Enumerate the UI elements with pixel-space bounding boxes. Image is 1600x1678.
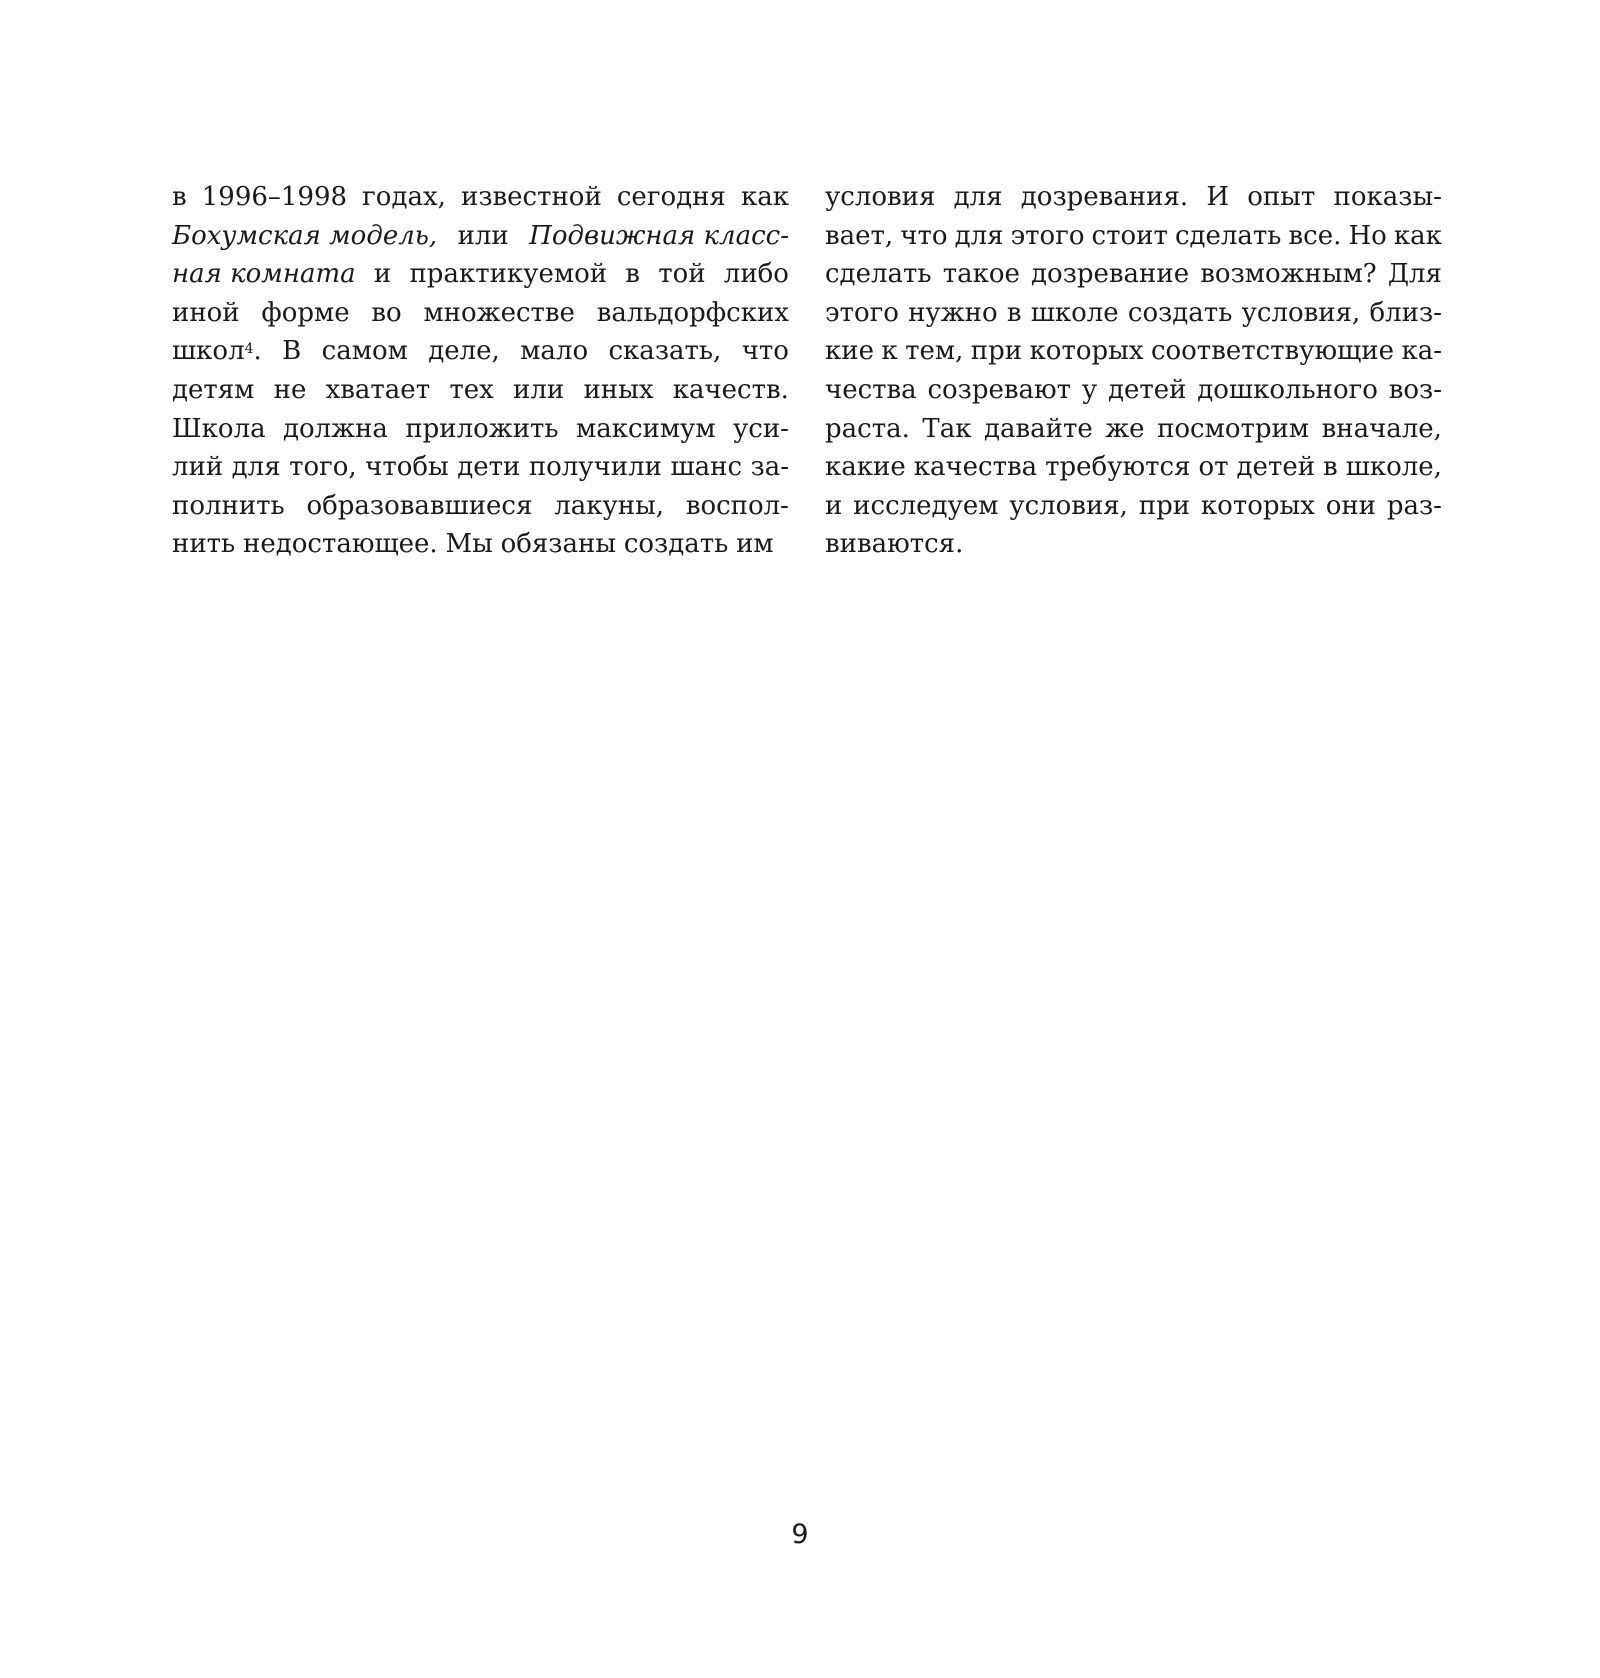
word: исследуем — [853, 490, 999, 521]
word: сделать — [1174, 220, 1282, 251]
text-line — [825, 294, 1442, 333]
word: Но — [1348, 220, 1387, 251]
word: посмотрим — [1157, 413, 1310, 444]
text-line — [825, 217, 1442, 256]
word: той — [658, 259, 706, 290]
word: иной — [172, 297, 240, 328]
word: давайте — [983, 413, 1093, 444]
word: все. — [1288, 220, 1342, 251]
word: известной — [460, 182, 602, 212]
word: условия — [825, 182, 936, 212]
word: опыт — [1247, 182, 1316, 212]
word: для — [953, 182, 1003, 212]
word: раста. — [825, 413, 910, 444]
word: детей — [1107, 374, 1187, 405]
word: тем, — [905, 336, 964, 367]
word: для — [231, 452, 281, 483]
word: в — [1323, 452, 1338, 483]
word: как — [740, 182, 789, 212]
word: Школа — [172, 413, 266, 444]
word: возможным? — [1200, 259, 1377, 290]
word: вначале, — [1321, 413, 1442, 444]
text-line — [825, 255, 1442, 294]
word: они — [1325, 490, 1377, 521]
word: И — [1206, 182, 1230, 212]
word: и — [825, 490, 843, 521]
word: вальдорфских — [596, 297, 789, 328]
text-line — [172, 332, 789, 371]
word: раз- — [1386, 490, 1442, 521]
word: лий — [172, 452, 224, 483]
text-line — [172, 371, 789, 410]
word: сказать, — [608, 336, 722, 367]
word: к — [881, 336, 898, 367]
word: уси- — [732, 413, 789, 444]
word: которых — [1200, 490, 1315, 521]
word: 1996–1998 — [201, 182, 348, 212]
text-column-right — [825, 178, 1442, 564]
word: школ$^4$. — [172, 336, 262, 367]
word: нужно — [908, 297, 998, 328]
text-line — [825, 371, 1442, 410]
word: детям — [172, 374, 255, 405]
word: или — [457, 220, 509, 251]
word: образовавшиеся — [306, 490, 533, 521]
word: что — [741, 336, 789, 367]
word: недостающее. — [243, 529, 438, 560]
word: Мы — [445, 529, 493, 560]
word: вает, — [825, 220, 894, 251]
word: сегодня — [616, 182, 726, 212]
text-line — [172, 410, 789, 449]
word: воспол- — [685, 490, 789, 521]
word: показы- — [1333, 182, 1442, 212]
word: во — [371, 297, 402, 328]
word: лакуны, — [554, 490, 665, 521]
word: какие — [825, 452, 906, 483]
word: создать — [1127, 297, 1233, 328]
word: создать — [623, 529, 729, 560]
word: же — [1105, 413, 1145, 444]
word: условия, — [1009, 490, 1128, 521]
word: у — [1081, 374, 1098, 405]
word: тех — [449, 374, 494, 405]
word: годах, — [362, 182, 446, 212]
text-line — [825, 332, 1442, 371]
word: полнить — [172, 490, 285, 521]
word: нить — [172, 529, 236, 560]
word: должна — [282, 413, 388, 444]
text-line — [172, 217, 789, 256]
word: условия, — [1241, 297, 1361, 328]
word: при — [970, 336, 1023, 367]
italic-term: Подвижная класс- — [529, 220, 789, 251]
text-line — [825, 410, 1442, 449]
word: при — [1138, 490, 1191, 521]
word: школе — [1030, 297, 1119, 328]
word: либо — [723, 259, 789, 290]
footnote-marker[interactable]: 4 — [244, 341, 254, 358]
word: и — [373, 259, 392, 290]
italic-term: ная комната — [172, 259, 356, 290]
word: не — [273, 374, 307, 405]
text-line — [825, 178, 1442, 217]
word: стоит — [1091, 220, 1168, 251]
word: детей — [1236, 452, 1316, 483]
word: такое — [942, 259, 1020, 290]
text-line — [172, 525, 789, 564]
text-line — [825, 487, 1442, 526]
word: виваются. — [825, 529, 964, 560]
word: шанс — [670, 452, 743, 483]
word: этого — [1010, 220, 1085, 251]
word: созревают — [927, 374, 1072, 405]
word: Так — [922, 413, 972, 444]
word: для — [954, 220, 1004, 251]
word: дети — [457, 452, 521, 483]
word: хватает — [325, 374, 431, 405]
page-number: 9 — [791, 1519, 809, 1550]
word: в — [625, 259, 640, 290]
word: форме — [261, 297, 350, 328]
word: чтобы — [365, 452, 449, 483]
word: требуются — [1045, 452, 1191, 483]
word: множестве — [423, 297, 575, 328]
word: иных — [583, 374, 654, 405]
word: воз- — [1388, 374, 1442, 405]
word: деле, — [428, 336, 500, 367]
word: качества — [913, 452, 1038, 483]
word: от — [1198, 452, 1229, 483]
word: дозревания. — [1020, 182, 1189, 212]
word: в — [1006, 297, 1022, 328]
word: ка- — [1401, 336, 1442, 367]
word: самом — [321, 336, 408, 367]
word: максимум — [575, 413, 716, 444]
word: Для — [1387, 259, 1442, 290]
text-line — [825, 525, 1442, 564]
word: близ- — [1369, 297, 1442, 328]
word: приложить — [405, 413, 559, 444]
word: в — [172, 182, 187, 212]
word: кие — [825, 336, 874, 367]
word: за- — [750, 452, 789, 483]
text-line — [172, 487, 789, 526]
word: того, — [289, 452, 357, 483]
word: получили — [528, 452, 662, 483]
word: что — [900, 220, 948, 251]
word: как — [1393, 220, 1442, 251]
word: дошкольного — [1197, 374, 1378, 405]
word: В — [282, 336, 302, 367]
word: чества — [825, 374, 917, 405]
word: соответствующие — [1150, 336, 1395, 367]
word: мало — [520, 336, 589, 367]
word: дозревание — [1031, 259, 1190, 290]
text-line — [172, 178, 789, 217]
word: которых — [1029, 336, 1144, 367]
word: или — [513, 374, 565, 405]
word: практикуемой — [409, 259, 608, 290]
word: этого — [825, 297, 899, 328]
text-column-left — [172, 178, 789, 564]
italic-term: Бохумская модель, — [172, 220, 438, 251]
word: качеств. — [672, 374, 789, 405]
word: школе, — [1345, 452, 1442, 483]
text-line — [172, 448, 789, 487]
word: сделать — [825, 259, 932, 290]
word: обязаны — [500, 529, 617, 560]
word: им — [736, 529, 774, 560]
text-line — [172, 255, 789, 294]
text-line — [825, 448, 1442, 487]
text-line — [172, 294, 789, 333]
